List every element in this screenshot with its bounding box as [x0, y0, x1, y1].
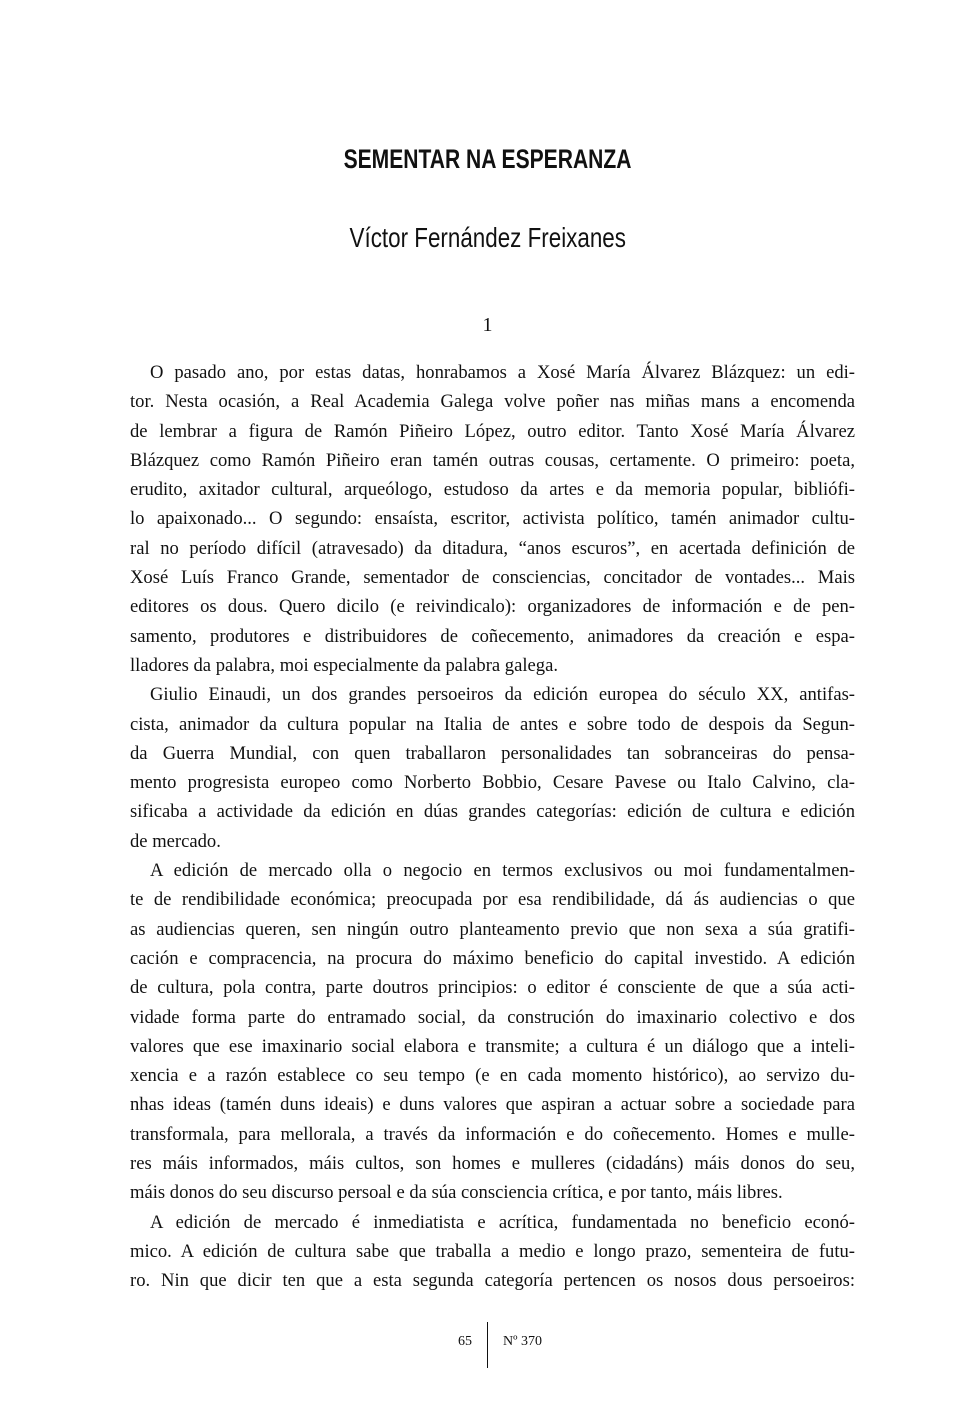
text-line: máis donos do seu discurso persoal e da súa consciencia crítica, e por tanto, máis libres.: [130, 1182, 783, 1204]
text-line: Blázquez como Ramón Piñeiro eran tamén outras cousas, certamente. O primeiro: poeta,: [130, 449, 855, 471]
article-title: [0, 144, 975, 175]
article-body: [130, 358, 855, 1296]
page-number: 65: [458, 1334, 472, 1349]
text-line: sificaba a actividade da edición en dúas grandes categorías: edición de cultura e edición: [130, 801, 855, 823]
text-line: cista, animador da cultura popular na Italia de antes e sobre todo de despois da Segun-: [130, 713, 855, 735]
text-line: mento progresista europeo como Norberto Bobbio, Cesare Pavese ou Italo Calvino, cla-: [130, 772, 855, 794]
text-line: A edición de mercado é inmediatista e acrítica, fundamentada no beneficio econó-: [150, 1211, 855, 1233]
text-line: res máis informados, máis cultos, son homes e mulleres (cidadáns) máis donos do seu,: [130, 1153, 855, 1175]
author-name-text: Víctor Fernández Freixanes: [349, 222, 626, 253]
text-line: vidade forma parte do entramado social, da construción do imaxinario colectivo e dos: [130, 1006, 855, 1028]
text-line: de cultura, pola contra, parte doutros principios: o editor é consciente de que a súa acti-: [130, 977, 855, 999]
issue-number: Nº 370: [503, 1334, 542, 1349]
footer-divider: [487, 1322, 488, 1368]
paragraph: [130, 856, 855, 1208]
text-line: ro. Nin que dicir ten que a esta segunda categoría pertencen os nosos dous persoeiros:: [130, 1270, 855, 1292]
text-line: xencia e a razón establece co seu tempo (e en cada momento histórico), ao servizo du-: [130, 1065, 855, 1087]
text-line: A edición de mercado olla o negocio en termos exclusivos ou moi fundamentalmen-: [150, 860, 855, 882]
text-line: da Guerra Mundial, con quen traballaron personalidades tan sobranceiras do pensa-: [130, 742, 855, 764]
text-line: erudito, axitador cultural, arqueólogo, estudoso da artes e da memoria popular, bibliófi-: [130, 479, 855, 501]
text-line: tor. Nesta ocasión, a Real Academia Galega volve poñer nas miñas mans a encomenda: [130, 391, 855, 413]
text-line: transformala, para mellorala, a través da información e do coñecemento. Homes e mulle-: [130, 1123, 855, 1145]
text-line: O pasado ano, por estas datas, honrabamos a Xosé María Álvarez Blázquez: un edi-: [150, 362, 855, 383]
paragraph: [130, 1208, 855, 1296]
text-line: te de rendibilidade económica; preocupada por esa rendibilidade, dá ás audiencias o que: [130, 889, 855, 911]
page-footer: [0, 1322, 975, 1368]
text-line: de mercado.: [130, 830, 221, 852]
text-line: valores que ese imaxinario social elabora e transmite; a cultura é un diálogo que a inteli-: [130, 1035, 855, 1057]
author-name: [0, 222, 975, 254]
paragraph: [130, 358, 855, 680]
text-line: lo apaixonado... O segundo: ensaísta, escritor, activista político, tamén animador cultu-: [130, 508, 855, 530]
text-line: as audiencias queren, sen ningún outro planteamento previo que non sexa a súa gratifi-: [130, 918, 855, 940]
text-line: editores os dous. Quero dicilo (e reivindicalo): organizadores de información e de pen-: [130, 596, 855, 618]
paragraph: [130, 680, 855, 856]
text-line: Xosé Luís Franco Grande, sementador de consciencias, concitador de vontades... Mais: [130, 567, 855, 589]
text-line: Giulio Einaudi, un dos grandes persoeiros da edición europea do século XX, antifas-: [150, 684, 855, 706]
text-line: cación e compracencia, na procura do máximo beneficio do capital investido. A edición: [130, 947, 855, 969]
section-number: 1: [482, 314, 493, 336]
text-line: samento, produtores e distribuidores de coñecemento, animadores da creación e espa-: [130, 625, 855, 647]
text-line: ral no período difícil (atravesado) da ditadura, “anos escuros”, en acertada definición de: [130, 537, 855, 559]
article-title-text: SEMENTAR NA ESPERANZA: [343, 144, 632, 174]
text-line: nhas ideas (tamén duns ideais) e duns valores que aspiran a actuar sobre a sociedade para: [130, 1094, 855, 1116]
text-line: mico. A edición de cultura sabe que traballa a medio e longo prazo, sementeira de futu-: [130, 1240, 855, 1262]
text-line: de lembrar a figura de Ramón Piñeiro López, outro editor. Tanto Xosé María Álvarez: [130, 420, 855, 442]
text-line: lladores da palabra, moi especialmente da palabra galega.: [130, 654, 558, 676]
